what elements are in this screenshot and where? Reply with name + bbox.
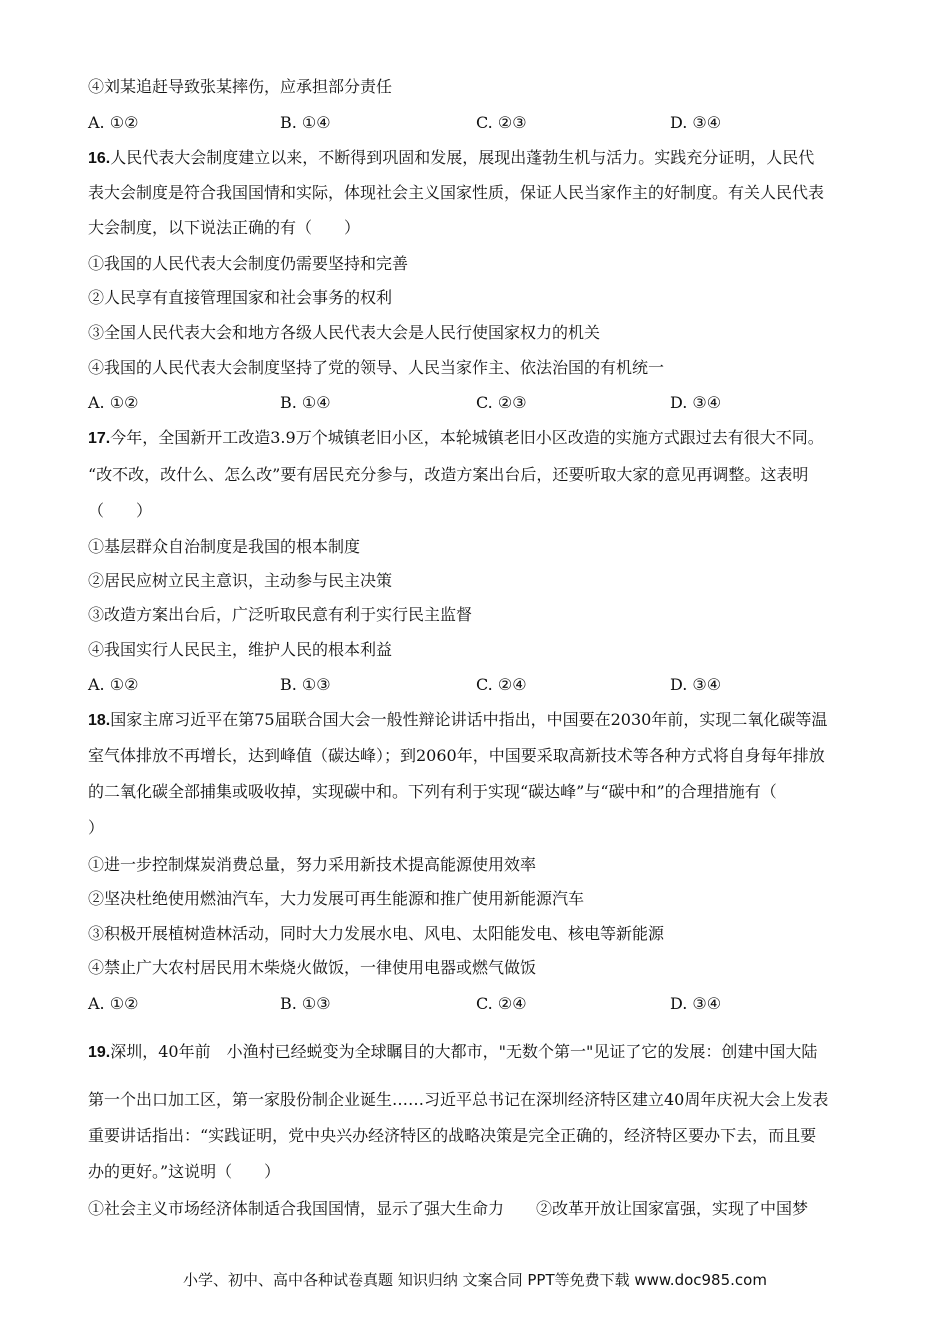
question-17-stem-line: （ ） [88,501,153,520]
statement: ①我国的人民代表大会制度仍需要坚持和完善 [88,254,409,273]
option-c: C. ②③ [476,393,527,412]
option-b: B. ①④ [280,393,331,412]
statement: ④刘某追赶导致张某摔伤，应承担部分责任 [88,77,393,96]
statement: ③改造方案出台后，广泛听取民意有利于实行民主监督 [88,605,473,624]
statement: ①进一步控制煤炭消费总量，努力采用新技术提高能源使用效率 [88,855,537,874]
page-footer: 小学、初中、高中各种试卷真题 知识归纳 文案合同 PPT等免费下载 www.doc985.com [183,1271,767,1289]
statement: ①社会主义市场经济体制适合我国国情，显示了强大生命力 ②改革开放让国家富强，实现了中国梦 [88,1199,809,1218]
question-number: 16. [88,150,111,167]
option-d: D. ③④ [670,393,722,412]
question-16-stem-line: 16.人民代表大会制度建立以来，不断得到巩固和发展，展现出蓬勃生机与活力。实践充分证明，人民代 [88,148,815,167]
question-19-stem-line: 重要讲话指出：“实践证明，党中央兴办经济特区的战略决策是完全正确的，经济特区要办下去，而且要 [88,1126,817,1145]
option-d: D. ③④ [670,994,722,1013]
statement: ③积极开展植树造林活动，同时大力发展水电、风电、太阳能发电、核电等新能源 [88,924,665,943]
question-16-stem-line: 大会制度，以下说法正确的有（ ） [88,218,361,237]
question-19-stem-line: 19.深圳，40年前 小渔村已经蜕变为全球瞩目的大都市，"无数个第一"见证了它的发展：创建中国大陆 [88,1042,818,1061]
option-b: B. ①③ [280,994,331,1013]
option-a: A. ①② [88,113,139,132]
question-19-stem-line: 办的更好。”这说明（ ） [88,1162,281,1181]
question-number: 18. [88,712,111,729]
statement: ①基层群众自治制度是我国的根本制度 [88,537,361,556]
option-b: B. ①④ [280,113,331,132]
option-b: B. ①③ [280,675,331,694]
option-d: D. ③④ [670,675,722,694]
option-c: C. ②④ [476,994,527,1013]
statement: ④我国的人民代表大会制度坚持了党的领导、人民当家作主、依法治国的有机统一 [88,358,665,377]
statement: ②坚决杜绝使用燃油汽车，大力发展可再生能源和推广使用新能源汽车 [88,889,585,908]
option-d: D. ③④ [670,113,722,132]
question-16-stem-line: 表大会制度是符合我国国情和实际，体现社会主义国家性质，保证人民当家作主的好制度。有关人民代表 [88,183,825,202]
statement: ③全国人民代表大会和地方各级人民代表大会是人民行使国家权力的机关 [88,323,601,342]
question-18-stem-line: ） [88,818,105,837]
statement: ②人民享有直接管理国家和社会事务的权利 [88,288,393,307]
question-18-stem-line: 的二氧化碳全部捕集或吸收掉，实现碳中和。下列有利于实现“碳达峰”与“碳中和”的合理措施有（ [88,782,777,801]
answer-options [88,994,888,1014]
statement: ④禁止广大农村居民用木柴烧火做饭，一律使用电器或燃气做饭 [88,958,537,977]
question-18-stem-line: 室气体排放不再增长，达到峰值（碳达峰）；到2060年，中国要采取高新技术等各种方式将自身每年排放 [88,746,825,765]
option-a: A. ①② [88,393,139,412]
answer-options [88,113,888,133]
question-number: 19. [88,1044,111,1061]
option-c: C. ②③ [476,113,527,132]
question-19-stem-line: 第一个出口加工区，第一家股份制企业诞生……习近平总书记在深圳经济特区建立40周年庆祝大会上发表 [88,1090,829,1109]
option-c: C. ②④ [476,675,527,694]
question-18-stem-line: 18.国家主席习近平在第75届联合国大会一般性辩论讲话中指出，中国要在2030年前，实现二氧化碳等温 [88,710,828,729]
answer-options [88,393,888,413]
answer-options [88,675,888,695]
option-a: A. ①② [88,675,139,694]
question-number: 17. [88,430,111,447]
question-17-stem-line: 17.今年，全国新开工改造3.9万个城镇老旧小区，本轮城镇老旧小区改造的实施方式跟过去有很大不同。 [88,428,824,447]
statement: ②居民应树立民主意识，主动参与民主决策 [88,571,393,590]
option-a: A. ①② [88,994,139,1013]
question-17-stem-line: “改不改，改什么、怎么改”要有居民充分参与，改造方案出台后，还要听取大家的意见再调整。这表明 [88,465,809,484]
statement: ④我国实行人民民主，维护人民的根本利益 [88,640,393,659]
